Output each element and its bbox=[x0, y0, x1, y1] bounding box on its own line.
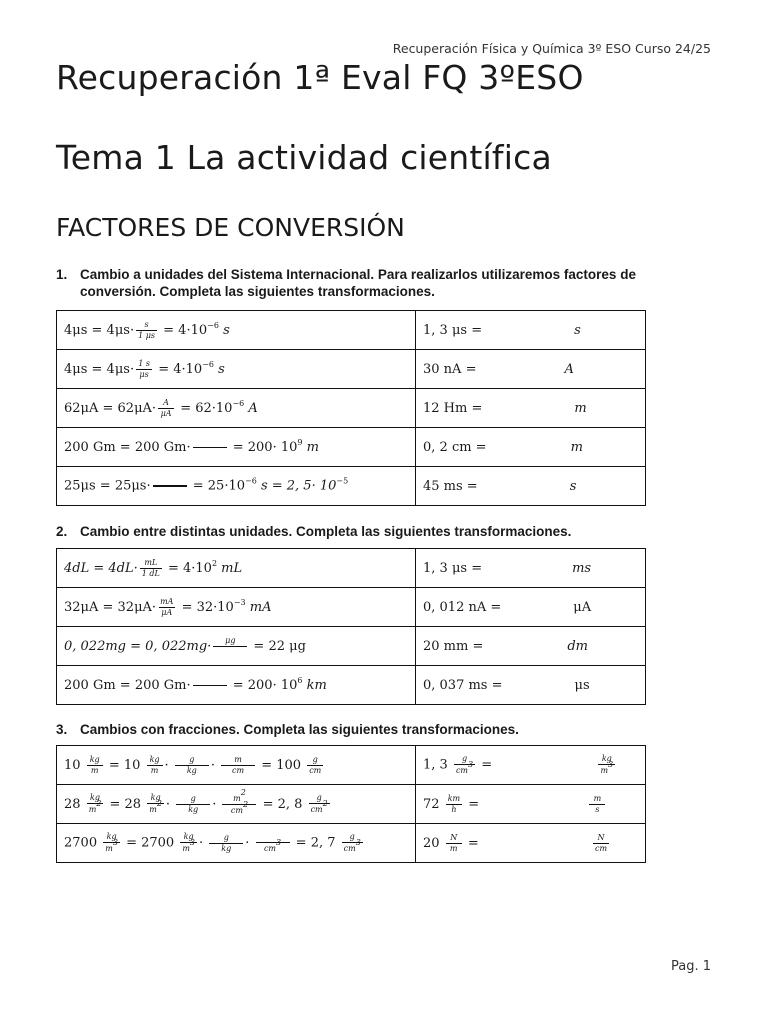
exercise-value: 1, 3 μs = bbox=[423, 560, 483, 576]
result-unit: mL bbox=[221, 560, 243, 576]
target-unit: m bbox=[574, 400, 587, 416]
exercise-cell[interactable]: 1, 3 $\frac{g}{cm^3}$ = $\frac{kg}{m^3}$ bbox=[416, 746, 646, 785]
result-unit: km bbox=[306, 677, 327, 693]
question-text: Cambios con fracciones. Completa las siguientes transformaciones. bbox=[80, 722, 519, 737]
exercise-cell[interactable]: 20 $\frac{N}{m}$ = $\frac{N}{cm}$ bbox=[416, 824, 646, 863]
conversion-factor: $\frac{s}{1 \mu s}$ bbox=[138, 319, 156, 340]
target-unit: A bbox=[564, 361, 574, 377]
worked-example: 10 $\frac{kg}{m}$ = 10 $\frac{kg}{m}$ · $\frac{g}{kg}$ · $\frac{m}{cm}$ = 100 $\frac{g}{cm}$ bbox=[57, 746, 416, 785]
result: = 4·10 bbox=[159, 322, 208, 338]
result-unit: mA bbox=[249, 599, 272, 615]
result-unit: s bbox=[218, 361, 225, 377]
expression: 4μs = 4μs· bbox=[64, 361, 135, 377]
exercise-value: 1, 3 μs = bbox=[423, 322, 483, 338]
expression: 62μA = 62μA· bbox=[64, 400, 157, 416]
exercise-cell[interactable]: 72 $\frac{km}{h}$ = $\frac{m}{s}$ bbox=[416, 785, 646, 824]
exercise-value: 12 Hm = bbox=[423, 400, 483, 416]
worked-example: 25μs = 25μs· = $25\cdot 10^{-6}$ s = 2, $5\cdot 10^{-5}$ bbox=[57, 467, 416, 506]
worked-example: 28 $\frac{kg}{m^2}$ = 28 $\frac{kg}{m^2}$ · $\frac{g}{kg}$ · $\frac{m^2}{cm^2}$ = 2, 8 $\frac{g}{cm^2}$ bbox=[57, 785, 416, 824]
conversion-factor: μg bbox=[213, 636, 247, 657]
table-row bbox=[57, 428, 646, 467]
exercise-value: 0, 037 ms = bbox=[423, 677, 503, 693]
expression: 200 Gm = 200 Gm· bbox=[64, 677, 191, 693]
result-unit: s = 2, 5· 10 bbox=[260, 478, 337, 494]
result-unit: m bbox=[306, 439, 319, 455]
exercise-cell[interactable] bbox=[416, 627, 646, 666]
expression: 4dL = 4dL· bbox=[64, 560, 138, 576]
result: = 62·10 bbox=[176, 400, 233, 416]
conversion-factor: $\frac{A}{\mu A}$ bbox=[158, 398, 174, 419]
target-unit: s bbox=[574, 322, 581, 338]
exercise-value: 0, 2 cm = bbox=[423, 439, 487, 455]
page-number: Pag. 1 bbox=[670, 959, 711, 974]
exercise-value: 30 nA = bbox=[423, 361, 477, 377]
conversion-factor: $\frac{mA}{\mu A}$ bbox=[160, 596, 174, 617]
exercise-value: 45 ms = bbox=[423, 478, 478, 494]
table-row bbox=[57, 785, 646, 824]
result-unit: s bbox=[223, 322, 230, 338]
result: = 25·10 bbox=[188, 478, 245, 494]
conversion-table-2 bbox=[56, 548, 646, 705]
page-title: Recuperación 1ª Eval FQ 3ºESO bbox=[56, 58, 584, 97]
question-text: Cambio a unidades del Sistema Internacional. Para realizarlos utilizaremos factores de bbox=[80, 267, 636, 282]
table-row bbox=[57, 389, 646, 428]
worked-example: 4μs = 4μs· $\frac{1 s}{\mu s}$ = $4\cdot 10^{-6}$ s bbox=[57, 350, 416, 389]
result: = 200· 10 bbox=[228, 439, 298, 455]
question-3 bbox=[56, 721, 519, 738]
worked-example: 2700 $\frac{kg}{m^3}$ = 2700 $\frac{kg}{m^3}$ · $\frac{g}{kg}$ · $cm^3$ = 2, 7 $\frac{g}{cm^3}$ bbox=[57, 824, 416, 863]
conversion-table-1 bbox=[56, 310, 646, 506]
conversion-factor bbox=[193, 675, 227, 696]
expression: 32μA = 32μA· bbox=[64, 599, 157, 615]
question-number: 1. bbox=[56, 267, 68, 282]
course-header: Recuperación Física y Química 3º ESO Curso 24/25 bbox=[392, 41, 711, 56]
result: = 200· 10 bbox=[228, 677, 298, 693]
question-1 bbox=[56, 266, 636, 300]
target-unit: m bbox=[570, 439, 583, 455]
target-unit: dm bbox=[567, 638, 589, 654]
exercise-cell[interactable] bbox=[416, 428, 646, 467]
conversion-factor: $\frac{1 s}{\mu s}$ bbox=[136, 359, 152, 380]
topic-title: Tema 1 La actividad científica bbox=[56, 138, 552, 177]
result: = 32·10 bbox=[177, 599, 234, 615]
worked-example: 200 Gm = 200 Gm· = $200\cdot 10^9$ m bbox=[57, 428, 416, 467]
result: = 4·10 bbox=[163, 560, 212, 576]
question-number: 2. bbox=[56, 524, 68, 539]
exercise-cell[interactable] bbox=[416, 549, 646, 588]
exercise-value: 0, 012 nA = bbox=[423, 599, 502, 615]
question-number: 3. bbox=[56, 722, 68, 737]
worked-example bbox=[57, 627, 416, 666]
table-row bbox=[57, 666, 646, 705]
exercise-cell[interactable] bbox=[416, 666, 646, 705]
table-row bbox=[57, 627, 646, 666]
result: = 22 μg bbox=[249, 638, 306, 654]
target-unit: s bbox=[569, 478, 577, 494]
exercise-cell[interactable] bbox=[416, 350, 646, 389]
worked-example: 32μA = 32μA· $\frac{mA}{\mu A}$ = $32\cdot 10^{-3}$ mA bbox=[57, 588, 416, 627]
worked-example: 200 Gm = 200 Gm· = $200\cdot 10^6$ km bbox=[57, 666, 416, 705]
worked-example: 4dL = 4dL· $\frac{mL}{1 dL}$ = $4\cdot 10^2$ mL bbox=[57, 549, 416, 588]
table-row bbox=[57, 588, 646, 627]
worked-example: 62μA = 62μA· $\frac{A}{\mu A}$ = $62\cdot 10^{-6}$ A bbox=[57, 389, 416, 428]
exercise-cell[interactable] bbox=[416, 588, 646, 627]
exercise-cell[interactable] bbox=[416, 389, 646, 428]
table-row bbox=[57, 549, 646, 588]
table-row bbox=[57, 746, 646, 785]
target-unit: μA bbox=[573, 599, 592, 615]
result: = 4·10 bbox=[154, 361, 203, 377]
question-2 bbox=[56, 523, 571, 540]
target-unit: ms bbox=[572, 560, 592, 576]
conversion-table-3 bbox=[56, 745, 646, 863]
exercise-cell[interactable] bbox=[416, 467, 646, 506]
table-row bbox=[57, 467, 646, 506]
worked-example: 4μs = 4μs· $\frac{s}{1 \mu s}$ = $4\cdot 10^{-6}$ s bbox=[57, 311, 416, 350]
expression: 25μs = 25μs· bbox=[64, 478, 151, 494]
exercise-value: 20 mm = bbox=[423, 638, 484, 654]
section-title: FACTORES DE CONVERSIÓN bbox=[56, 213, 405, 242]
result-unit: A bbox=[248, 400, 258, 416]
conversion-factor bbox=[153, 475, 187, 497]
table-row bbox=[57, 350, 646, 389]
table-row bbox=[57, 311, 646, 350]
conversion-factor bbox=[193, 437, 227, 458]
target-unit: μs bbox=[574, 677, 590, 693]
question-text: Cambio entre distintas unidades. Completa las siguientes transformaciones. bbox=[80, 524, 572, 539]
expression: 4μs = 4μs· bbox=[64, 322, 135, 338]
expression: 200 Gm = 200 Gm· bbox=[64, 439, 191, 455]
conversion-factor: $\frac{mL}{1 dL}$ bbox=[141, 557, 160, 578]
table-row bbox=[57, 824, 646, 863]
exercise-cell[interactable] bbox=[416, 311, 646, 350]
question-text-continued: conversión. Completa las siguientes transformaciones. bbox=[80, 284, 435, 299]
expression: 0, 022mg = 0, 022mg· bbox=[64, 638, 212, 654]
